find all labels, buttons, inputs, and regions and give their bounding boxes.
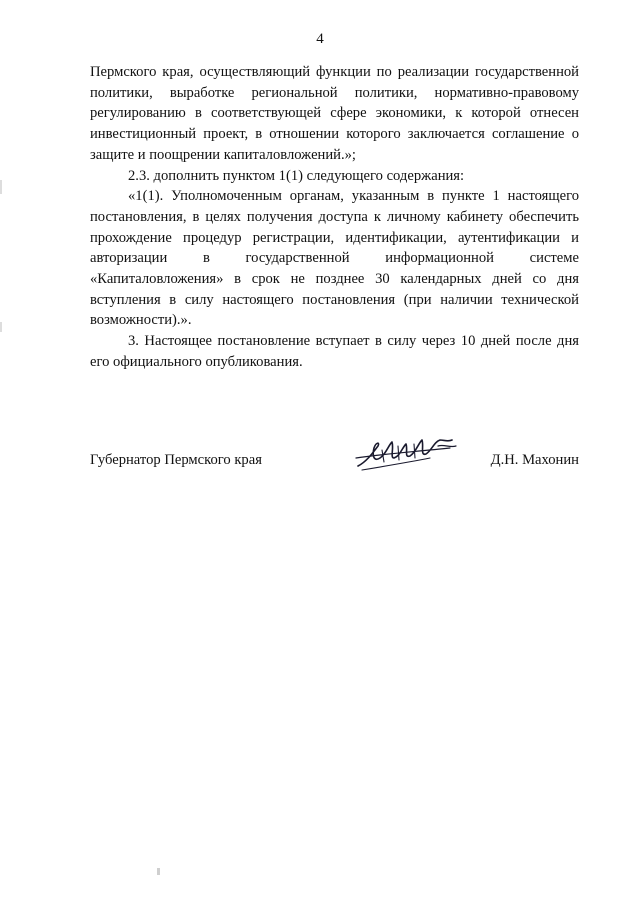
scan-margin-mark <box>0 322 2 332</box>
document-body <box>90 62 579 373</box>
signatory-name: Д.Н. Махонин <box>490 452 579 468</box>
scan-margin-mark <box>0 180 2 194</box>
handwritten-signature <box>352 432 462 474</box>
scan-artifact-mark <box>157 868 160 875</box>
paragraph-1-1-text: «1(1). Уполномоченным органам, указанным в пункте 1 настоящего постановления, в целях получения доступа к личному кабинету обеспечить прохождение процедур регистрации, идентификации, аутентификации и авторизации в государственной информационной системе «Капиталовложения» в срок не позднее 30 календарных дней со дня вступления в силу настоящего постановления (при наличии технической возможности).». <box>90 188 579 329</box>
paragraph-3: 3. Настоящее постановление вступает в силу через 10 дней после дня его официального опубликования. <box>90 333 579 370</box>
page-number: 4 <box>316 31 324 47</box>
signature-block <box>90 452 579 476</box>
signatory-title: Губернатор Пермского края <box>90 452 262 468</box>
paragraph-continuation: Пермского края, осуществляющий функции по реализации государственной политики, выработке региональной политики, нормативно-правовому регулированию в соответствующей сфере экономики, к которой отнесен инвестиционный проект, в отношении которого заключается соглашение о защите и поощрении капиталовложений.»; <box>90 64 579 163</box>
paragraph-2-3: 2.3. дополнить пунктом 1(1) следующего содержания: <box>128 167 465 184</box>
